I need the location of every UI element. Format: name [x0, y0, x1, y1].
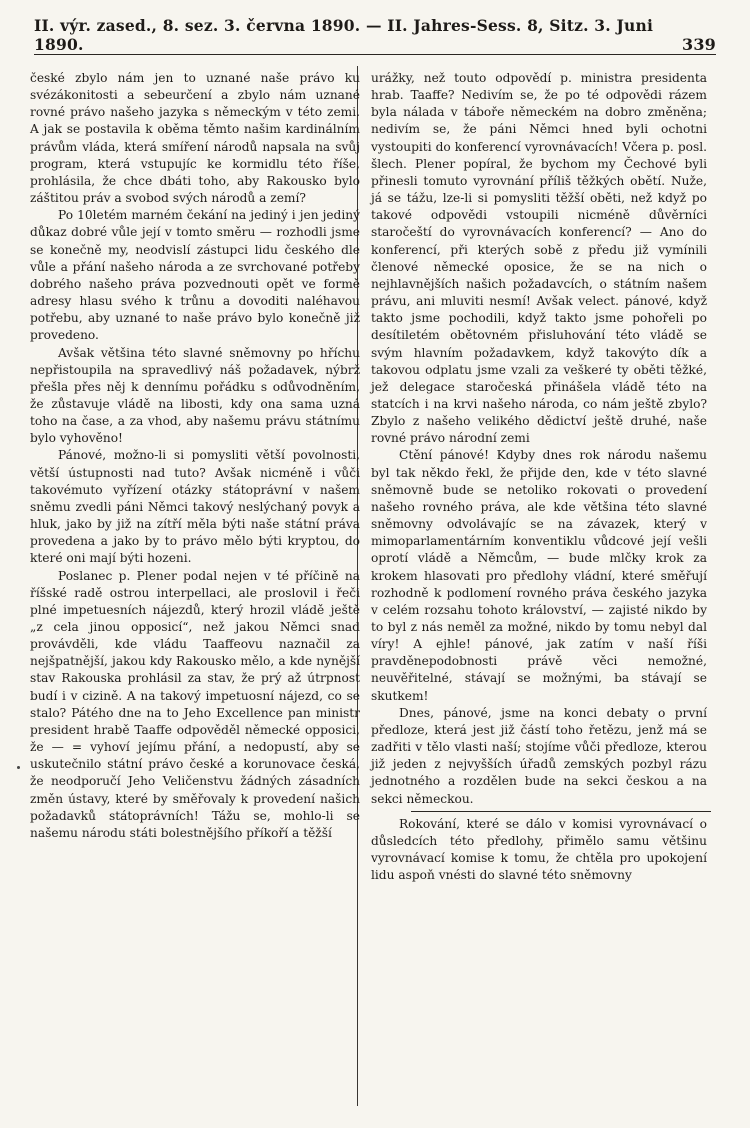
paragraph: Poslanec p. Plener podal nejen v té příčině na říšské radě ostrou interpellaci, ale proslovil i řeči plné impetuesních nájezdů, který hrozil vládě ještě „z cela jinou opposicí“, než jakou Němci snad provávděli, kde vládu Taaffeovu naznačil za nejšpatnější, jakou kdy Rakousko mělo, a kde nynější stav Rakouska prohlásil za stav, že prý až útrpnost budí i v cizině. A na takový impetuosní nájezd, co se stalo? Pátého dne na to Jeho Excellence pan ministr president hrabě Taaffe odpověděl německé opposici, že — = vyhoví jejímu přání, a nedopustí, aby se uskutečnilo státní právo české a korunovace česká, že neodporučí Jeho Veličenstvu žádných zásadních změn ústavy, které by směřovaly k provedení našich požadavků státoprávních! Tážu se, mohlo-li se našemu národu státi bolestnějšího příkoří a těžší — [30, 568, 360, 840]
paragraph: Ctění pánové! Kdyby dnes rok národu našemu byl tak někdo řekl, že přijde den, kde v této slavné sněmovně bude se netoliko rokovati o provedení našeho rovného práva, ale kde většina této slavné sněmovny odvolávajíc se na závazek, který v mimoparlamentárním konventiklu vůdcové její vešli oprotí vládě a Němcům, — bude mlčky krok za krokem hlasovati pro předlohy vládní, které směřují rozhodně k podlomení rovného práva českého jazyka v celém rozsahu tohoto království, — zajisté nikdo by to byl z nás neměl za možné, nikdo by tomu nebyl dal víry! A ejhle! pánové, jak zatím v naší říši pravděnepodobnosti právě věci nemožné, neuvěřitelné, stávají se možnými, ba stávají se skutkem! — [371, 448, 707, 703]
right-column — [371, 70, 707, 884]
left-column — [30, 70, 360, 842]
paragraph: Avšak většina této slavné sněmovny po hříchu nepřistoupila na spravedlivý náš požadavek, nýbrž přešla přes něj k dennímu pořádku s odůvodněním, že zůstavuje vládě na libosti, kdy ona sama uzná toho na čase, a za vhod, aby našemu právu státnímu bylo vyhověno! — [30, 345, 360, 446]
print-speck — [17, 766, 20, 769]
paragraph: Rokování, které se dálo v komisi vyrovnávací o důsledcích této předlohy, přimělo samu většinu vyrovnávací komise k tomu, že chtěla pro upokojení lidu aspoň vnésti do slavné této sněmovny — [371, 816, 707, 883]
paragraph: české zbylo nám jen to uznané naše právo ku svézákonitosti a sebeurčení a zbylo nám uznané rovné právo našeho jazyka s německým v této zemi. A jak se postavila k oběma těmto našim kardinálním právům vláda, která smíření národů napsala na svůj program, která vstupujíc ke kormidlu této říše, prohlásila, že chce dbáti toho, aby Rakousko bylo záštitou práv a svobod svých národů a zemí? — [30, 71, 360, 206]
section-rule — [411, 811, 711, 812]
paragraph: Dnes, pánové, jsme na konci debaty o první předloze, která jest již částí toho řetězu, jenž má se zadřiti v tělo vlasti naší; stojíme vůči předloze, kterou již jeden z nejvyšších úřadů zemských pozbyl rázu jednotného a rozdělen bude na sekci českou a na sekci německou. — [371, 705, 707, 806]
paragraph: Pánové, možno-li si pomysliti větší povolnosti, větší ústupnosti nad tuto? Avšak nicméně i vůči takovémuto vyřízení otázky státoprávní v našem sněmu zvedli páni Němci takový neslýchaný povyk a hluk, jako by již na zítří měla býti naše státní práva provedena a jako by to právo mělo býti kryptou, do které oni mají býti hozeni. — [30, 448, 360, 566]
paragraph: urážky, než touto odpovědí p. ministra presidenta hrab. Taaffe? Nedivím se, že po té odpovědi rázem byla nálada v táboře německém na dobro změněna; nedivím se, že páni Němci hned byli ochotni vystoupiti do konferencí vyrovnávacích! Včera p. posl. šlech. Plener popíral, že bychom my Čechové byli přinesli tomuto vyrovnání příliš těžkých obětí. Nuže, já se tážu, lze-li si pomysliti těžší oběti, než když po takové odpovědi vstoupili nicméně důvěrníci staročeští do vyrovnávacích konferencí? — Ano do konferencí, při kterých sobě z předu již vymínili členové německé oposice, že se na nich o nejhlavnějších našich požadavcích, o státním našem právu, ani mluviti nesmí! Avšak velect. pánové, když takto jsme pochodili, když takto jsme pohořeli po desítiletém obětovném přisluhování této vládě se svým hlavním požadavkem, když takovýto dík a takovou odplatu jsme vzali za veškeré ty oběti těžké, jež delegace staročeská přinášela vládě této na statcích i na krvi našeho národa, co nám ještě zbylo? Zbylo z našeho velikého dědictví ještě druhé, naše rovné právo národní zemi — [371, 71, 707, 446]
paragraph: Po 10letém marném čekání na jediný i jen jediný důkaz dobré vůle její v tomto směru — rozhodli jsme se konečně my, neodvislí zástupci lidu českého dle vůle a přání našeho národa a ze svrchované potřeby dobrého našeho práva pozvednouti opět ve formě adresy hlasu svého k trůnu a dovoditi naléhavou potřebu, aby uznané to naše právo bylo konečně již provedeno. — [30, 208, 360, 343]
header-title: II. výr. zased., 8. sez. 3. června 1890. — II. Jahres-Sess. 8, Sitz. 3. Juni 1890. — [34, 16, 654, 54]
page-number: 339 — [682, 35, 716, 54]
running-header — [34, 16, 716, 55]
